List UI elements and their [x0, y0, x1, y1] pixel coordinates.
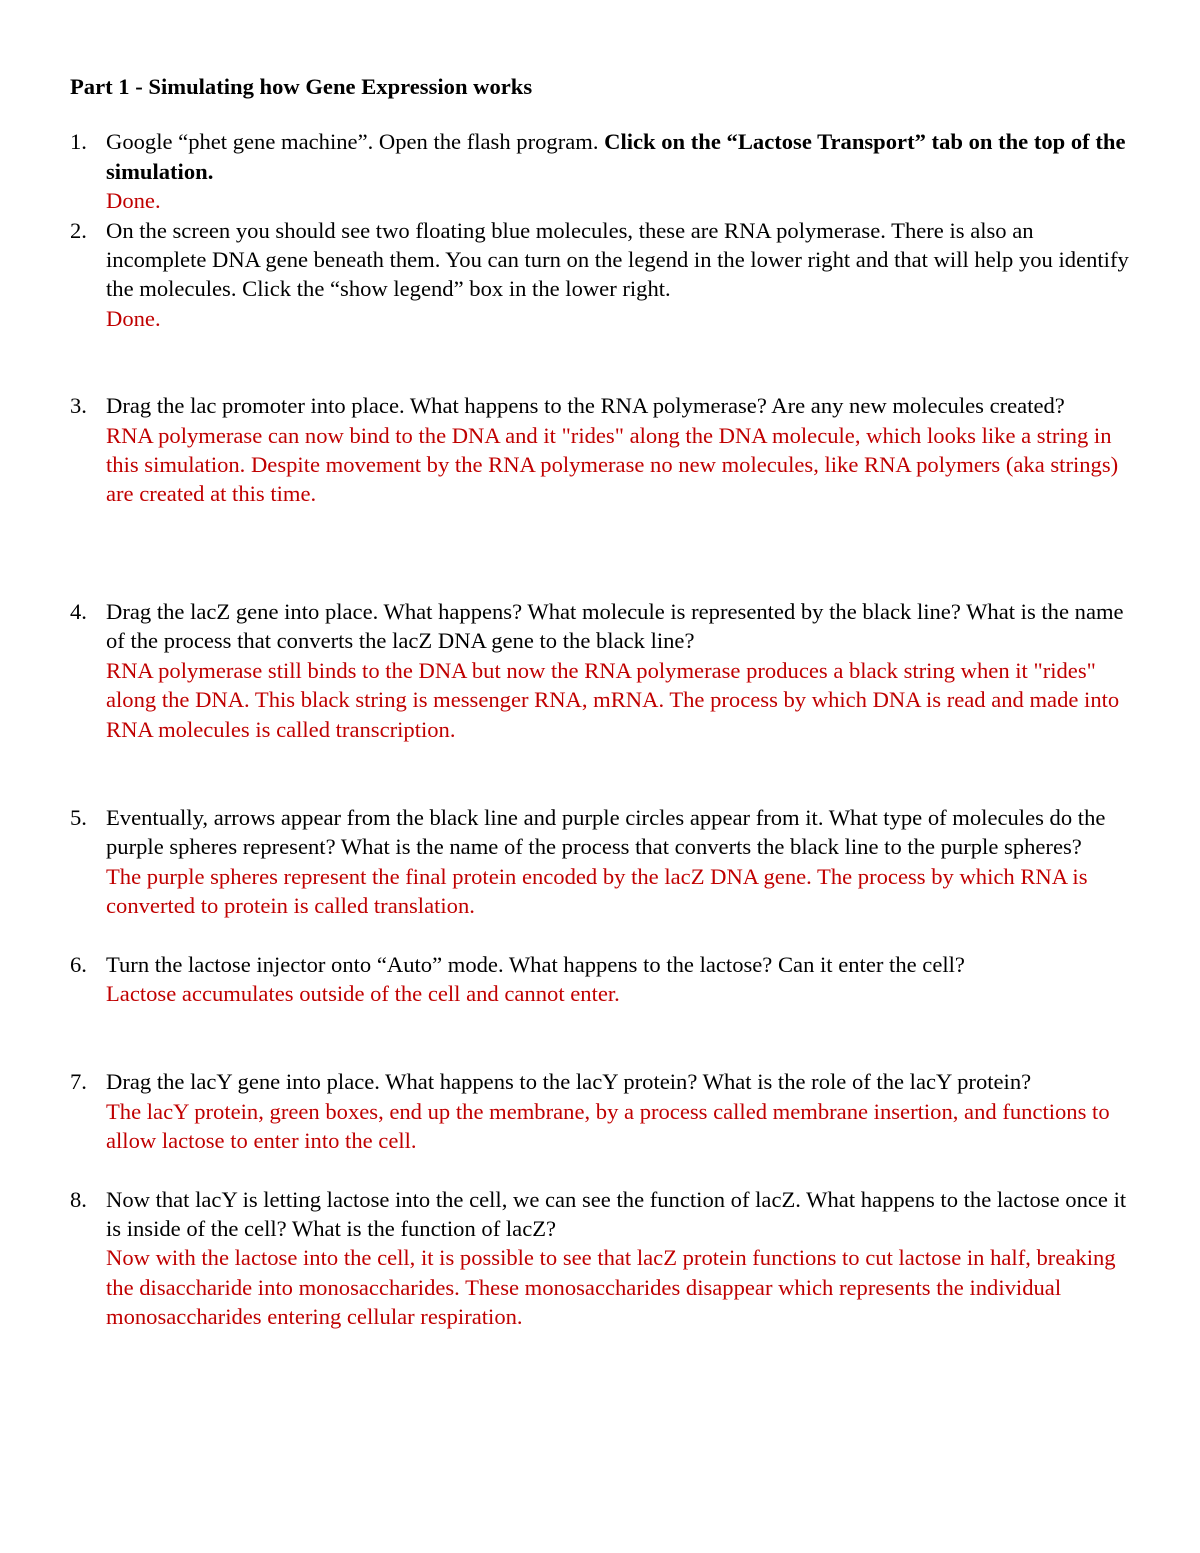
- question-number: 7.: [70, 1069, 87, 1095]
- answer-text: The purple spheres represent the final protein encoded by the lacZ DNA gene. The process by which RNA is converted to protein is called translation.: [106, 863, 1088, 919]
- question-text: [106, 127, 1130, 186]
- answer-text: Done.: [106, 188, 161, 214]
- question-number: 1.: [70, 129, 87, 155]
- section-title: Part 1 - Simulating how Gene Expression works: [70, 74, 533, 99]
- question-item-6: [70, 950, 1130, 1009]
- question-item-3: [70, 391, 1130, 509]
- question-number: 4.: [70, 598, 87, 624]
- question-text: Turn the lactose injector onto “Auto” mode. What happens to the lactose? Can it enter the cell?: [106, 951, 965, 977]
- question-text-plain: Google “phet gene machine”. Open the flash program.: [106, 129, 605, 155]
- answer-text: Lactose accumulates outside of the cell and cannot enter.: [106, 980, 620, 1006]
- question-item-1: [70, 127, 1130, 215]
- question-item-5: [70, 803, 1130, 921]
- question-number: 5.: [70, 804, 87, 830]
- question-text-bold: Click on the “Lactose Transport” tab on the top of the simulation.: [106, 129, 1126, 184]
- question-item-2: [70, 216, 1130, 334]
- question-number: 8.: [70, 1186, 87, 1212]
- answer-text: RNA polymerase still binds to the DNA but now the RNA polymerase produces a black string when it "rides" along the DNA. This black string is messenger RNA, mRNA. The process by which DNA is read and made into RNA molecules is called transcription.: [106, 657, 1120, 742]
- question-item-8: [70, 1185, 1130, 1332]
- question-text: Drag the lacZ gene into place. What happens? What molecule is represented by the black line? What is the name of the process that converts the lacZ DNA gene to the black line?: [106, 598, 1124, 654]
- question-text: On the screen you should see two floating blue molecules, these are RNA polymerase. There is also an incomplete DNA gene beneath them. You can turn on the legend in the lower right and that will help you identify the molecules. Click the “show legend” box in the lower right.: [106, 217, 1129, 302]
- answer-text: Now with the lactose into the cell, it is possible to see that lacZ protein functions to cut lactose in half, breaking the disaccharide into monosaccharides. These monosaccharides disappear which represents the individual monosaccharides entering cellular respiration.: [106, 1245, 1116, 1330]
- question-number: 3.: [70, 393, 87, 419]
- question-number: 2.: [70, 217, 87, 243]
- question-item-4: [70, 597, 1130, 744]
- question-text: Drag the lacY gene into place. What happens to the lacY protein? What is the role of the lacY protein?: [106, 1069, 1032, 1095]
- question-text: Drag the lac promoter into place. What happens to the RNA polymerase? Are any new molecules created?: [106, 393, 1065, 419]
- question-item-7: [70, 1067, 1130, 1155]
- answer-text: Done.: [106, 305, 161, 331]
- answer-text: RNA polymerase can now bind to the DNA and it "rides" along the DNA molecule, which looks like a string in this simulation. Despite movement by the RNA polymerase no new molecules, like RNA polymers (aka strings) are created at this time.: [106, 422, 1119, 507]
- question-number: 6.: [70, 951, 87, 977]
- question-text: Now that lacY is letting lactose into the cell, we can see the function of lacZ. What happens to the lactose once it is inside of the cell? What is the function of lacZ?: [106, 1186, 1127, 1241]
- question-text: Eventually, arrows appear from the black line and purple circles appear from it. What type of molecules do the purple spheres represent? What is the name of the process that converts the black line to the purple spheres?: [106, 804, 1106, 860]
- answer-text: The lacY protein, green boxes, end up the membrane, by a process called membrane insertion, and functions to allow lactose to enter into the cell.: [106, 1098, 1110, 1154]
